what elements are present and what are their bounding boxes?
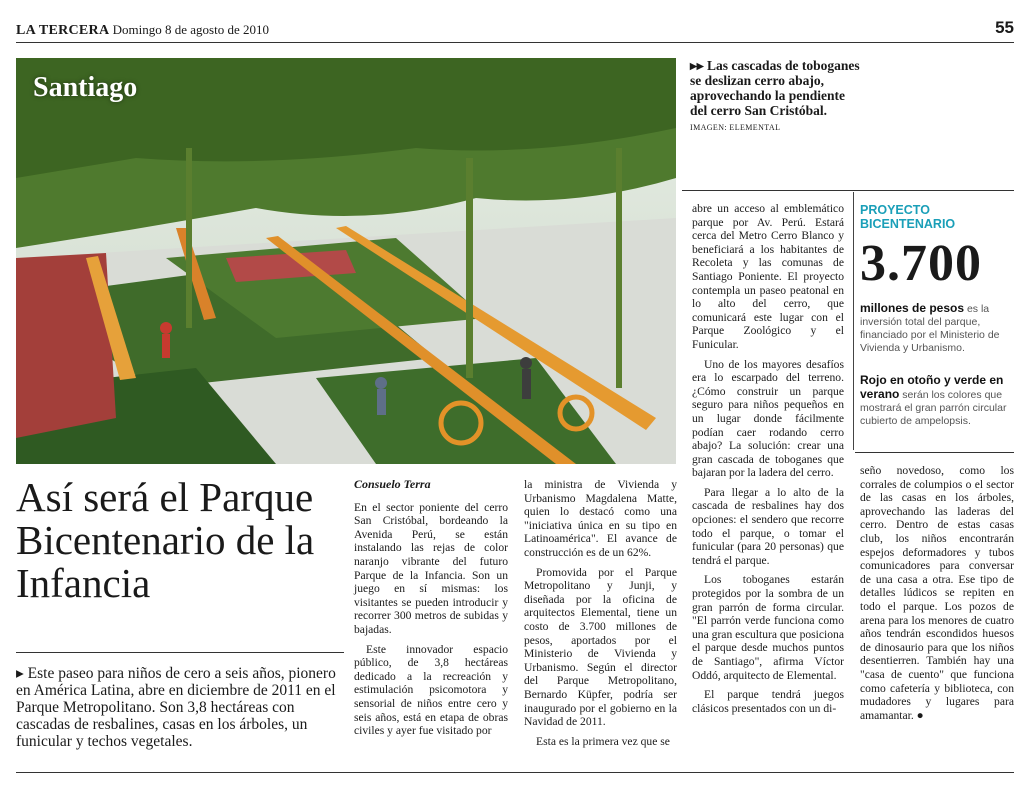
lead-arrow-icon: ▸: [16, 665, 24, 682]
newspaper-name: LA TERCERA: [16, 23, 110, 38]
page-header: [16, 22, 269, 39]
paragraph: [860, 464, 1014, 722]
big-number: 3.700: [860, 235, 982, 292]
header-rule: [16, 42, 1014, 43]
footer-rule: [16, 772, 1014, 773]
caption-text: Las cascadas de toboganes se deslizan cerro abajo, aprovechando la pendiente del cerro San Cristóbal.: [690, 58, 860, 118]
paragraph: Esta es la primera vez que se: [536, 734, 670, 748]
end-mark-icon: ●: [916, 708, 924, 722]
paragraph-text: seño novedoso, como los corrales de columpios o el sector de las casas en los árboles, aprovechando las laderas del cerro. Dentro de estas casas club, los niños encontrarán espejos deformadores y tubos comunicadores para conversar de una casa a otra. Ese tipo de detalles lúdicos se repiten en todo el parque. Los pozos de arena para los menores de cuatro años tendrán escondidos huesos de dinosaurio para que los niños desentierren. También hay una "casa de cuento" que funciona como cafetería y biblioteca, con mudadores y lugares para amamantar.: [860, 464, 1014, 722]
paragraph: abre un acceso al emblemático parque por Av. Perú. Estará cerca del Metro Cerro Blanco y beneficiará a los habitantes de Recoleta y las comunas de Santiago Poniente. El proyecto contempla un paseo peatonal en lo alto del cerro, que comunicará este lugar con el Parque Zoológico y el Funicular.: [692, 202, 844, 351]
headline: Así será el Parque Bicentenario de la Infancia: [16, 474, 315, 606]
box-fact-1: [860, 302, 1018, 355]
publication-date: Domingo 8 de agosto de 2010: [112, 22, 269, 37]
section-rule: [682, 190, 1014, 191]
box-fact-2: [860, 374, 1018, 428]
box-fact-1-bold: millones de pesos: [860, 301, 965, 315]
photo-caption: [690, 58, 865, 135]
section-label: Santiago: [33, 72, 138, 103]
article-column-1: [354, 478, 508, 744]
page-number: 55: [995, 18, 1014, 37]
article-column-2: [524, 478, 677, 754]
paragraph: Promovida por el Parque Metropolitano y Junji, y diseñada por la oficina de arquitectos Elemental, tiene un costo de 3.700 millones de pesos, aportados por el Ministerio de Vivienda y Urbanismo. Según el director del Parque Metropolitano, Bernardo Küpfer, podría ser inaugurado por el gobierno en la Navidad de 2011.: [524, 565, 677, 729]
paragraph: Los toboganes estarán protegidos por la sombra de un gran parrón de forma circular. "El parrón verde funciona como una gran escultura que posiciona el parque desde muchos puntos de Santiago", afirma Víctor Oddó, arquitecto de Elemental.: [692, 573, 844, 682]
box-fact-2-text: serán los colores que mostrará el gran parrón circular cubierto de ampelopsis.: [860, 389, 1007, 427]
caption-credit: IMAGEN: ELEMENTAL: [690, 123, 781, 132]
paragraph: Este innovador espacio público, de 3,8 hectáreas dedicado a la recreación y estimulación psicomotora y sensorial de niños entre cero y seis años, está en etapa de obras civiles y ayer fue visitado por: [354, 642, 508, 738]
box-fact-1-text: es la inversión total del parque, financiado por el Ministerio de Vivienda y Urbanismo.: [860, 303, 1000, 354]
box-fact-2-bold: Rojo en otoño y verde en verano: [860, 373, 1004, 401]
paragraph: la ministra de Vivienda y Urbanismo Magdalena Matte, quien lo destacó como una "iniciativa única en su tipo en Latinoamérica". El avance de construcción es de un 62%.: [524, 478, 677, 559]
park-rendering-image: [16, 58, 676, 464]
lead-paragraph: [16, 665, 344, 750]
paragraph: El parque tendrá juegos clásicos presentados con un di-: [692, 688, 844, 715]
lead-text: Este paseo para niños de cero a seis años, pionero en América Latina, abre en diciembre de 2011 en el Parque Metropolitano. Son 3,8 hectáreas con cascadas de resbalines, casas en los árboles, un funicular y techos vegetales.: [16, 665, 336, 750]
box-rule: [855, 452, 1014, 453]
paragraph: Para llegar a lo alto de la cascada de resbalines hay dos opciones: el sendero que recorre todo el parque, o tomar el funicular (para 20 personas) que tendrá el parque.: [692, 485, 844, 567]
box-divider: [853, 192, 854, 450]
article-column-3: [692, 202, 844, 721]
box-title: PROYECTO BICENTENARIO: [860, 203, 956, 231]
caption-arrow-icon: ▸▸: [690, 58, 704, 73]
byline: Consuelo Terra: [354, 477, 431, 491]
paragraph: Uno de los mayores desafíos era lo escarpado del terreno. ¿Cómo construir un parque seguro para niños pequeños en un lugar donde fácilmente podían caer rodando cerro abajo? La solución: crear una gran cascada de toboganes que bajaran por la ladera del cerro.: [692, 357, 844, 480]
park-illustration: [16, 58, 676, 464]
article-column-4: [860, 464, 1014, 728]
lead-rule: [16, 652, 344, 653]
paragraph: En el sector poniente del cerro San Cristóbal, bordeando la Avenida Perú, se están instalando las rejas de color naranjo vibrante del futuro Parque de la Infancia. Son un juego en sí mismas: los visitantes se pueden introducir y recorrer 300 metros de subidas y bajadas.: [354, 500, 508, 636]
